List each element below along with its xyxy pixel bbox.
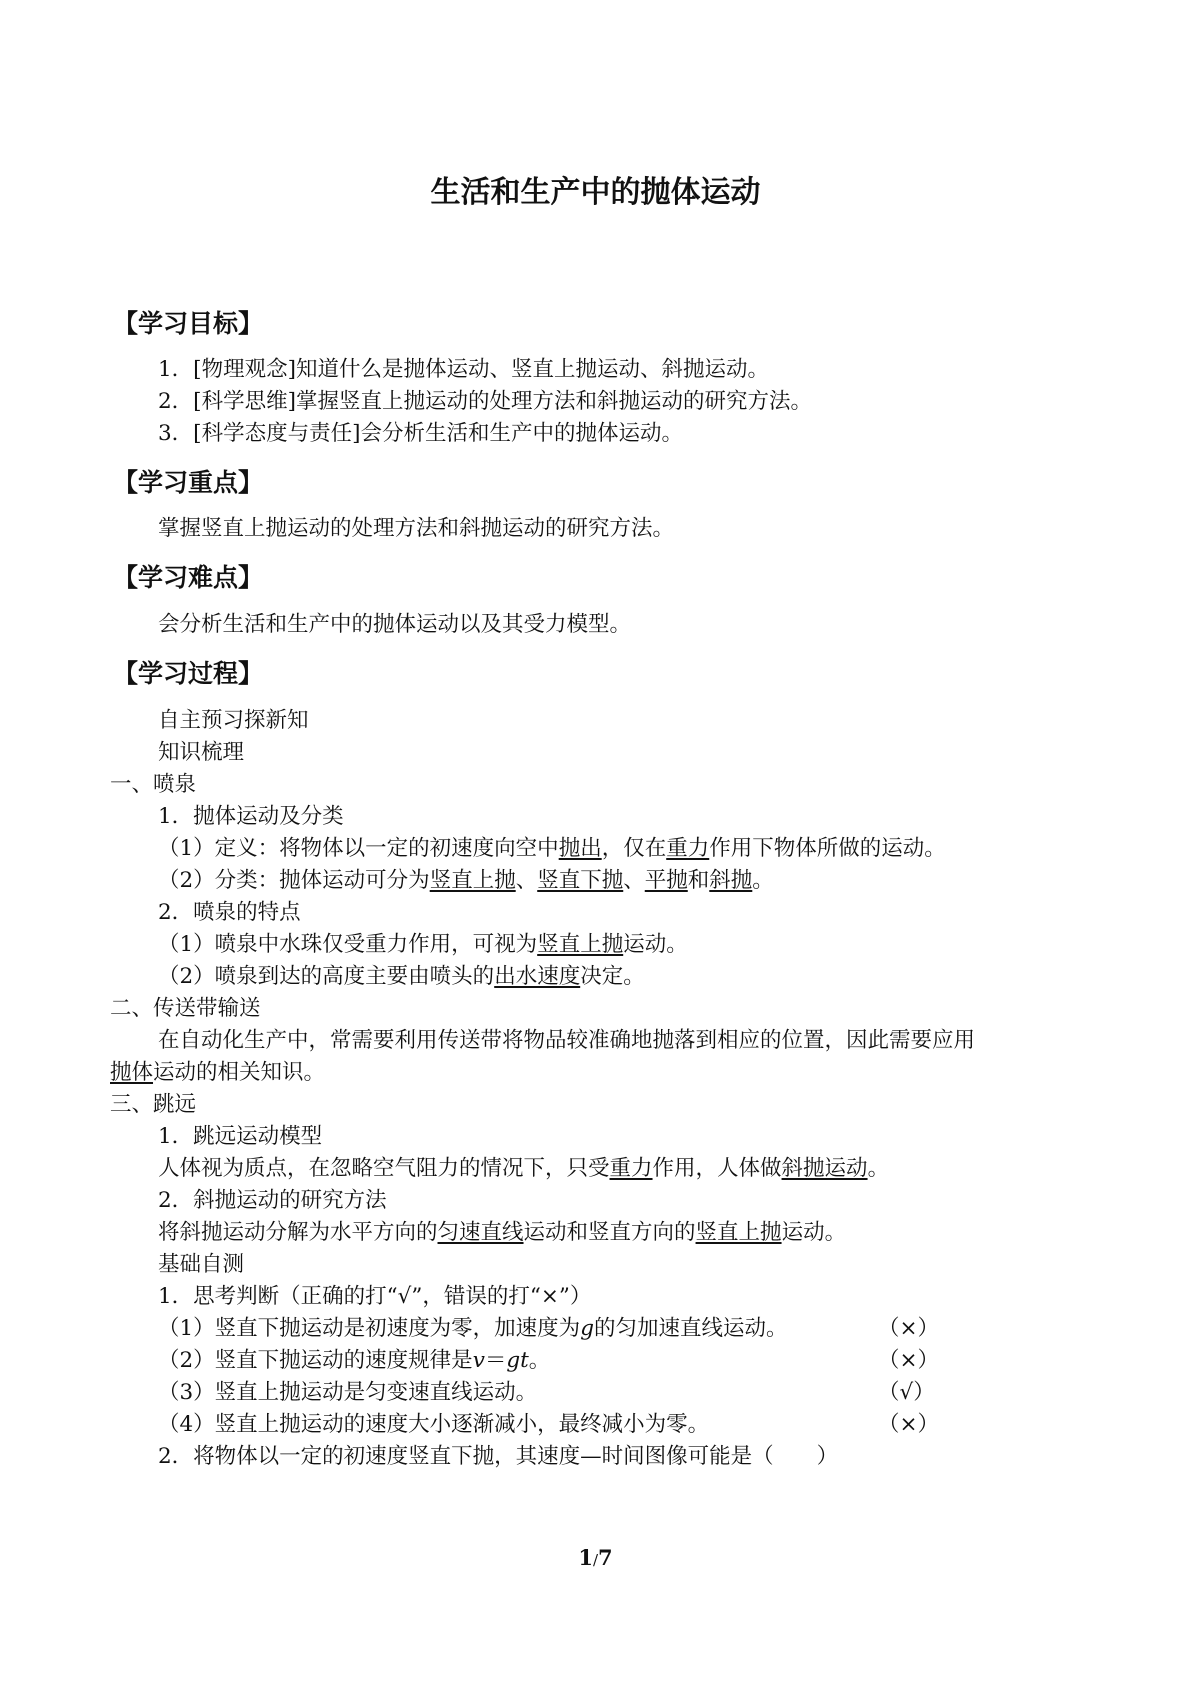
blank-answer: 抛出 [558, 836, 602, 861]
blank-answer: 出水速度 [494, 964, 581, 989]
judge-item-3: （3）竖直上抛运动是匀变速直线运动。 [158, 1380, 538, 1405]
blank-answer: 重力 [666, 836, 710, 861]
key-heading: 【学习重点】 [113, 468, 264, 497]
blank-answer: 竖直上抛 [695, 1220, 782, 1245]
part2-text-2: 抛体运动的相关知识。 [110, 1060, 326, 1085]
judge-item-4: （4）竖直上抛运动的速度大小逐渐减小，最终减小为零。 [158, 1412, 710, 1437]
goal-item-1: 1．[物理观念]知道什么是抛体运动、竖直上抛运动、斜抛运动。 [158, 357, 769, 382]
process-heading: 【学习过程】 [113, 659, 264, 688]
difficulty-heading: 【学习难点】 [113, 563, 264, 592]
key-text: 掌握竖直上抛运动的处理方法和斜抛运动的研究方法。 [158, 516, 675, 541]
part1-sub1: 1．抛体运动及分类 [158, 804, 344, 829]
question-2: 2．将物体以一定的初速度竖直下抛，其速度—时间图像可能是（ ） [158, 1444, 839, 1469]
selftest-title: 基础自测 [158, 1252, 245, 1277]
blank-answer: 竖直上抛 [429, 868, 516, 893]
goal-item-2: 2．[科学思维]掌握竖直上抛运动的处理方法和斜抛运动的研究方法。 [158, 389, 812, 414]
question-1: 1．思考判断（正确的打“√”，错误的打“×”） [158, 1284, 592, 1309]
judge-item-1: （1）竖直下抛运动是初速度为零，加速度为g的匀加速直线运动。 [158, 1316, 788, 1341]
blank-answer: 重力 [609, 1156, 653, 1181]
blank-answer: 斜抛运动 [781, 1156, 868, 1181]
method-line: 将斜抛运动分解为水平方向的匀速直线运动和竖直方向的竖直上抛运动。 [158, 1220, 847, 1245]
jump-model-line: 人体视为质点，在忽略空气阻力的情况下，只受重力作用，人体做斜抛运动。 [158, 1156, 890, 1181]
part2-title: 二、传送带输送 [110, 996, 261, 1021]
part3-title: 三、跳远 [110, 1092, 197, 1117]
page-title: 生活和生产中的抛体运动 [430, 175, 761, 210]
part2-text-1: 在自动化生产中，常需要利用传送带将物品较准确地抛落到相应的位置，因此需要应用 [158, 1028, 976, 1053]
judge-answer-2: （×） [878, 1348, 940, 1373]
judge-answer-1: （×） [878, 1316, 940, 1341]
blank-answer: 竖直下抛 [537, 868, 624, 893]
blank-answer: 竖直上抛 [537, 932, 624, 957]
blank-answer: 平抛 [644, 868, 688, 893]
difficulty-text: 会分析生活和生产中的抛体运动以及其受力模型。 [158, 612, 632, 637]
fountain-feature-1: （1）喷泉中水珠仅受重力作用，可视为竖直上抛运动。 [158, 932, 688, 957]
classification-line: （2）分类：抛体运动可分为竖直上抛、竖直下抛、平抛和斜抛。 [158, 868, 774, 893]
definition-line: （1）定义：将物体以一定的初速度向空中抛出，仅在重力作用下物体所做的运动。 [158, 836, 946, 861]
part3-sub1: 1．跳远运动模型 [158, 1124, 323, 1149]
goal-item-3: 3．[科学态度与责任]会分析生活和生产中的抛体运动。 [158, 421, 683, 446]
blank-answer: 斜抛 [709, 868, 753, 893]
judge-answer-3: （√） [878, 1380, 935, 1405]
judge-answer-4: （×） [878, 1412, 940, 1437]
judge-item-2: （2）竖直下抛运动的速度规律是v＝gt。 [158, 1348, 551, 1373]
blank-answer: 抛体 [110, 1060, 154, 1085]
part3-sub2: 2．斜抛运动的研究方法 [158, 1188, 387, 1213]
part1-title: 一、喷泉 [110, 772, 197, 797]
page-number: 1/7 [578, 1545, 613, 1570]
fountain-feature-2: （2）喷泉到达的高度主要由喷头的出水速度决定。 [158, 964, 645, 989]
goals-heading: 【学习目标】 [113, 309, 264, 338]
part1-sub2: 2．喷泉的特点 [158, 900, 301, 925]
preview-label: 自主预习探新知 [158, 708, 309, 733]
outline-label: 知识梳理 [158, 740, 245, 765]
blank-answer: 匀速直线 [437, 1220, 524, 1245]
